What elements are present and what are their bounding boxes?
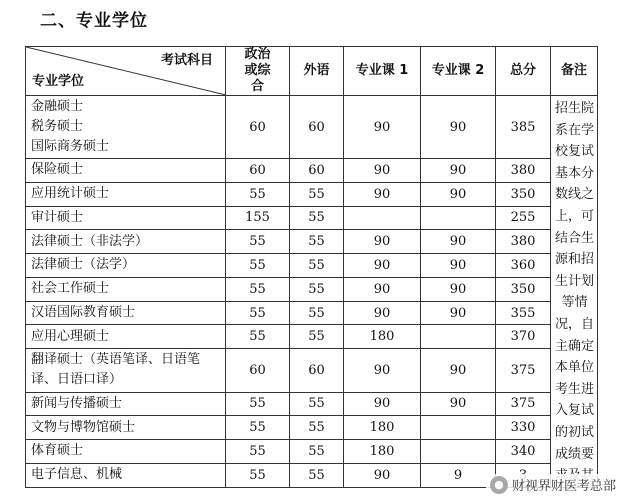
- row-major2: 90: [421, 392, 496, 416]
- score-table: [25, 46, 598, 488]
- row-total: 350: [496, 182, 551, 206]
- row-foreign: 55: [290, 392, 344, 416]
- row-politics: 60: [226, 349, 290, 392]
- row-foreign: 60: [290, 96, 344, 159]
- row-major1: 90: [344, 159, 421, 183]
- table-row: [26, 159, 598, 183]
- table-row: [26, 416, 598, 440]
- row-name: 应用心理硕士: [26, 325, 226, 349]
- row-major1: 90: [344, 254, 421, 278]
- row-name: 应用统计硕士: [26, 182, 226, 206]
- row-total: 370: [496, 325, 551, 349]
- header-exam-subject: 考试科目: [160, 53, 213, 68]
- header-degree: 专业学位: [32, 74, 85, 89]
- row-politics: 155: [226, 206, 290, 230]
- row-major1: 90: [344, 182, 421, 206]
- row-politics: 60: [226, 96, 290, 159]
- row-politics: 55: [226, 392, 290, 416]
- row-major1: 90: [344, 230, 421, 254]
- row-major2: 90: [421, 254, 496, 278]
- row-foreign: 55: [290, 230, 344, 254]
- section-title: 二、专业学位: [40, 11, 148, 31]
- table-row: [26, 301, 598, 325]
- header-foreign: 外语: [290, 47, 344, 96]
- row-total: 330: [496, 416, 551, 440]
- row-foreign: 55: [290, 463, 344, 487]
- row-major2: 90: [421, 349, 496, 392]
- row-major1: [344, 206, 421, 230]
- row-major2: [421, 206, 496, 230]
- row-total: 255: [496, 206, 551, 230]
- row-name: 新闻与传播硕士: [26, 392, 226, 416]
- row-name: 体育硕士: [26, 440, 226, 464]
- row-politics: 55: [226, 182, 290, 206]
- row-name: 文物与博物馆硕士: [26, 416, 226, 440]
- row-major1: 90: [344, 277, 421, 301]
- row-total: 360: [496, 254, 551, 278]
- row-name: 社会工作硕士: [26, 277, 226, 301]
- row-name: 金融硕士 税务硕士 国际商务硕士: [26, 96, 226, 159]
- row-politics: 55: [226, 277, 290, 301]
- row-foreign: 55: [290, 325, 344, 349]
- row-name: 汉语国际教育硕士: [26, 301, 226, 325]
- row-major2: [421, 440, 496, 464]
- row-major2: [421, 416, 496, 440]
- row-major2: 90: [421, 230, 496, 254]
- row-foreign: 55: [290, 416, 344, 440]
- row-major2: 90: [421, 182, 496, 206]
- watermark-text: 财视界财医考总部: [511, 479, 616, 494]
- row-major1: 180: [344, 440, 421, 464]
- table-row: [26, 254, 598, 278]
- row-politics: 55: [226, 416, 290, 440]
- row-politics: 55: [226, 301, 290, 325]
- header-major2: 专业课 2: [421, 47, 496, 96]
- table-row: [26, 206, 598, 230]
- row-foreign: 55: [290, 277, 344, 301]
- row-foreign: 60: [290, 349, 344, 392]
- row-total: 350: [496, 277, 551, 301]
- row-total: 375: [496, 392, 551, 416]
- diagonal-header-cell: [26, 47, 226, 96]
- row-politics: 55: [226, 463, 290, 487]
- header-remark: 备注: [551, 47, 598, 96]
- row-major2: [421, 325, 496, 349]
- row-name: 电子信息、机械: [26, 463, 226, 487]
- row-total: 355: [496, 301, 551, 325]
- row-foreign: 55: [290, 440, 344, 464]
- row-politics: 55: [226, 325, 290, 349]
- table-row: [26, 96, 598, 159]
- row-foreign: 55: [290, 254, 344, 278]
- row-major2: 90: [421, 159, 496, 183]
- row-foreign: 60: [290, 159, 344, 183]
- row-name: 保险硕士: [26, 159, 226, 183]
- row-foreign: 55: [290, 182, 344, 206]
- row-foreign: 55: [290, 301, 344, 325]
- row-total: 385: [496, 96, 551, 159]
- row-major2: 90: [421, 277, 496, 301]
- row-major1: 90: [344, 96, 421, 159]
- row-major1: 90: [344, 301, 421, 325]
- table-row: [26, 230, 598, 254]
- table-row: [26, 440, 598, 464]
- row-major1: 180: [344, 416, 421, 440]
- header-total: 总分: [496, 47, 551, 96]
- row-major1: 90: [344, 349, 421, 392]
- row-major1: 90: [344, 463, 421, 487]
- row-total: 340: [496, 440, 551, 464]
- row-name: 法律硕士（法学）: [26, 254, 226, 278]
- row-major1: 90: [344, 392, 421, 416]
- row-politics: 55: [226, 230, 290, 254]
- row-major1: 180: [344, 325, 421, 349]
- watermark: [486, 474, 620, 495]
- table-row: [26, 182, 598, 206]
- row-foreign: 55: [290, 206, 344, 230]
- header-major1: 专业课 1: [344, 47, 421, 96]
- table-row: [26, 277, 598, 301]
- table-row: [26, 325, 598, 349]
- row-major2: 9: [421, 463, 496, 487]
- row-total: 380: [496, 230, 551, 254]
- row-politics: 60: [226, 159, 290, 183]
- row-total: 375: [496, 349, 551, 392]
- row-total: 380: [496, 159, 551, 183]
- row-major2: 90: [421, 301, 496, 325]
- row-name: 翻译硕士（英语笔译、日语笔译、日语口译）: [26, 349, 226, 392]
- row-name: 审计硕士: [26, 206, 226, 230]
- remark-cell: 招生院系在学校复试基本分数线之上，可结合生源和招生计划等情况，自主确定本单位考生进入复试的初试成绩要: [551, 96, 598, 488]
- table-row: [26, 392, 598, 416]
- row-major2: 90: [421, 96, 496, 159]
- header-politics: 政治或综合: [226, 47, 290, 96]
- row-politics: 55: [226, 440, 290, 464]
- wechat-icon: ●: [490, 476, 508, 494]
- table-row: [26, 349, 598, 392]
- row-politics: 55: [226, 254, 290, 278]
- row-name: 法律硕士（非法学）: [26, 230, 226, 254]
